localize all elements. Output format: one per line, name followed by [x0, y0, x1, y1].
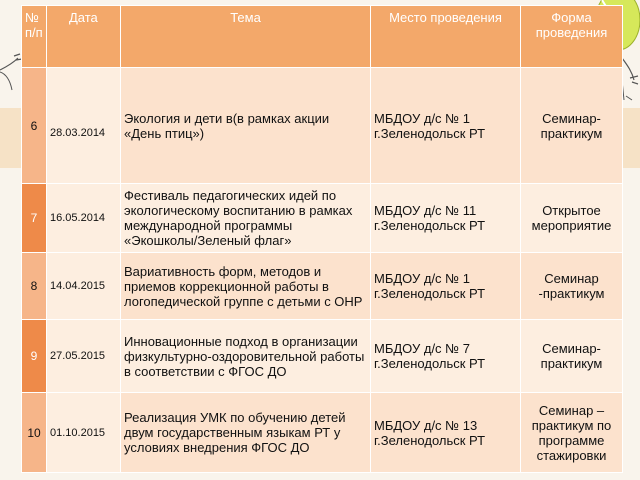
table-header-row — [22, 6, 623, 68]
row-place: МБДОУ д/с № 7 г.Зеленодольск РТ — [371, 320, 521, 393]
table-row — [22, 68, 623, 184]
row-num: 6 — [22, 68, 47, 184]
header-topic: Тема — [121, 6, 371, 68]
row-place: МБДОУ д/с № 13 г.Зеленодольск РТ — [371, 393, 521, 473]
row-topic: Вариативность форм, методов и приемов коррекционной работы в логопедической группе с детьми с ОНР — [121, 253, 371, 320]
row-date: 27.05.2015 — [47, 320, 121, 393]
row-num: 10 — [22, 393, 47, 473]
header-place: Место проведения — [371, 6, 521, 68]
table-row — [22, 393, 623, 473]
header-form: Форма проведения — [521, 6, 623, 68]
row-place: МБДОУ д/с № 11 г.Зеленодольск РТ — [371, 184, 521, 253]
header-date: Дата — [47, 6, 121, 68]
table-row — [22, 253, 623, 320]
row-num: 8 — [22, 253, 47, 320]
row-date: 16.05.2014 — [47, 184, 121, 253]
row-form: Семинар – практикум по программе стажировки — [521, 393, 623, 473]
row-date: 14.04.2015 — [47, 253, 121, 320]
table-row — [22, 320, 623, 393]
header-num: № п/п — [22, 6, 47, 68]
events-table — [21, 5, 623, 473]
row-date: 01.10.2015 — [47, 393, 121, 473]
table-row — [22, 184, 623, 253]
row-form: Семинар-практикум — [521, 320, 623, 393]
row-form: Семинар-практикум — [521, 68, 623, 184]
row-topic: Экология и дети в(в рамках акции «День птиц») — [121, 68, 371, 184]
row-form: Открытое мероприятие — [521, 184, 623, 253]
row-place: МБДОУ д/с № 1 г.Зеленодольск РТ — [371, 253, 521, 320]
row-form: Семинар -практикум — [521, 253, 623, 320]
row-num: 9 — [22, 320, 47, 393]
row-topic: Реализация УМК по обучению детей двум государственным языкам РТ у условиях внедрения ФГОС ДО — [121, 393, 371, 473]
row-place: МБДОУ д/с № 1 г.Зеленодольск РТ — [371, 68, 521, 184]
row-topic: Фестиваль педагогических идей по экологическому воспитанию в рамках международной программы «Экошколы/Зеленый флаг» — [121, 184, 371, 253]
row-date: 28.03.2014 — [47, 68, 121, 184]
row-topic: Инновационные подход в организации физкультурно-оздоровительной работы в соответствии с ФГОС ДО — [121, 320, 371, 393]
row-num: 7 — [22, 184, 47, 253]
